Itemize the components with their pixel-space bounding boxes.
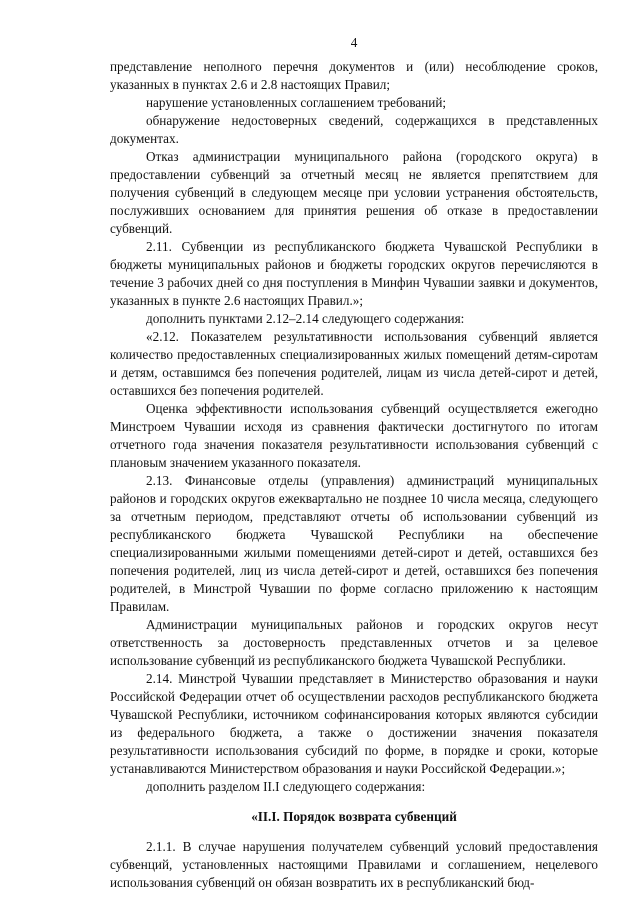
page-number: 4: [350, 35, 358, 50]
paragraph: Оценка эффективности использования субвенций осуществляется ежегодно Минстроем Чувашии исходя из сравнения фактически достигнутого по итогам отчетного года значения показателя результативности использования субвенций с плановым значением указанного показателя.: [110, 401, 598, 470]
section-title: «II.I. Порядок возврата субвенций: [251, 809, 457, 824]
paragraph: 2.11. Субвенции из республиканского бюджета Чувашской Республики в бюджеты муниципальных районов и бюджеты городских округов перечисляются в течение 3 рабочих дней со дня поступления в Минфин Чувашии заявки и документов, указанных в пункте 2.6 настоящих Правил.»;: [110, 239, 598, 308]
paragraph: представление неполного перечня документов и (или) несоблюдение сроков, указанных в пунктах 2.6 и 2.8 настоящих Правил;: [110, 59, 598, 92]
paragraph: 2.13. Финансовые отделы (управления) администраций муниципальных районов и городских округов ежеквартально не позднее 10 числа месяца, следующего за отчетным периодом, представляют отчеты об использовании субвенций из республиканского бюджета Чувашской Республики на обеспечение специализированными жилыми помещениями детей-сирот и детей, оставшихся без попечения родителей, лиц из числа детей-сирот и детей, оставшихся без попечения родителей, в Минстрой Чувашии по форме согласно приложению к настоящим Правилам.: [110, 473, 598, 614]
paragraph: дополнить пунктами 2.12–2.14 следующего содержания:: [146, 311, 465, 326]
body-before-section: [110, 58, 598, 796]
document-page: [110, 34, 598, 892]
paragraph: нарушение установленных соглашением требований;: [146, 95, 447, 110]
paragraph: обнаружение недостоверных сведений, содержащихся в представленных документах.: [110, 113, 598, 146]
body-after-section: [110, 838, 598, 892]
paragraph: Отказ администрации муниципального района (городского округа) в предоставлении субвенций за отчетный месяц не является препятствием для получения субвенций в следующем месяце при условии устранения обстоятельств, послуживших основанием для принятия решения об отказе в предоставлении субвенций.: [110, 149, 598, 236]
paragraph: 2.14. Минстрой Чувашии представляет в Министерство образования и науки Российской Федерации отчет об осуществлении расходов республиканского бюджета Чувашской Республики, источником софинансирования которых являются субсидии из федерального бюджета, а также о достижении значения показателя результативности использования субсидий по форме, в порядке и сроки, которые устанавливаются Министерством образования и науки Российской Федерации.»;: [110, 671, 598, 776]
paragraph: «2.12. Показателем результативности использования субвенций является количество предоставленных специализированных жилых помещений детям-сиротам и детям, оставшимся без попечения родителей, лицам из числа детей-сирот и детей, оставшихся без попечения родителей.: [110, 329, 598, 398]
paragraph: 2.1.1. В случае нарушения получателем субвенций условий предоставления субвенций, установленных настоящими Правилами и соглашением, нецелевого использования субвенций он обязан возвратить их в республиканский бюд-: [110, 839, 598, 890]
paragraph: Администрации муниципальных районов и городских округов несут ответственность за достоверность представленных отчетов и за целевое использование субвенций из республиканского бюджета Чувашской Республики.: [110, 617, 598, 668]
paragraph: дополнить разделом II.I следующего содержания:: [146, 779, 426, 794]
